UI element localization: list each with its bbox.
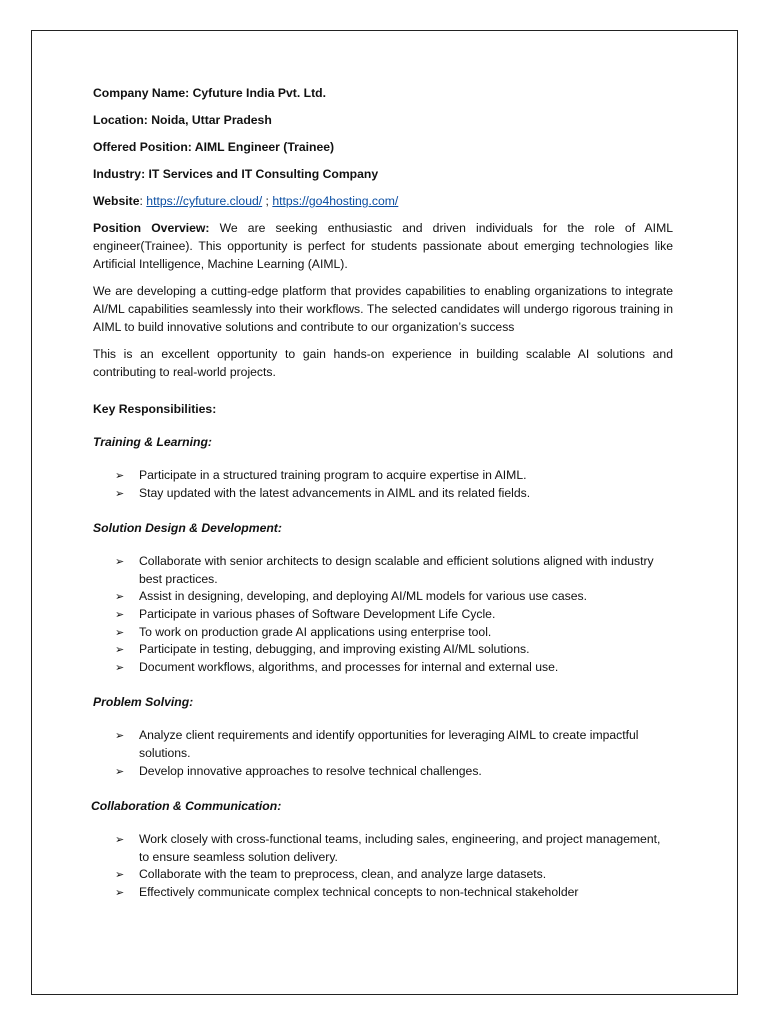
company-name-line	[93, 84, 673, 102]
website-link-cyfuture[interactable]: https://cyfuture.cloud/	[146, 194, 263, 208]
bullet-list	[93, 467, 673, 502]
arrow-bullet-icon: ➢	[115, 885, 125, 899]
list-item-text: Participate in testing, debugging, and improving existing AI/ML solutions.	[139, 642, 530, 657]
arrow-bullet-icon: ➢	[115, 764, 125, 778]
position-overview-paragraph	[93, 219, 673, 273]
bullet-list	[93, 727, 673, 780]
website-link-go4hosting[interactable]: https://go4hosting.com/	[272, 194, 399, 208]
arrow-bullet-icon: ➢	[115, 469, 125, 482]
arrow-bullet-icon: ➢	[115, 555, 125, 569]
platform-paragraph: We are developing a cutting-edge platform that provides capabilities to enabling organizations to integrate AI/ML capabilities seamlessly into their workflows. The selected candidates will undergo rigorous training in AIML to build innovative solutions and contribute to our organization’s success	[93, 284, 673, 334]
key-responsibilities-heading: Key Responsibilities:	[93, 402, 217, 416]
list-item	[93, 831, 673, 866]
position-overview-label: Position Overview:	[93, 221, 210, 235]
list-item-text: To work on production grade AI applications using enterprise tool.	[139, 624, 492, 639]
website-separator: ;	[265, 194, 269, 208]
arrow-bullet-icon: ➢	[115, 486, 125, 500]
section-heading: Problem Solving:	[93, 695, 194, 710]
document-body	[93, 84, 673, 919]
responsibility-sections	[93, 433, 673, 902]
list-item	[93, 485, 673, 503]
arrow-bullet-icon: ➢	[115, 729, 125, 743]
bullet-list	[93, 553, 673, 676]
arrow-bullet-icon: ➢	[115, 868, 125, 882]
bullet-list	[93, 831, 673, 901]
list-item	[93, 641, 673, 659]
list-item	[93, 659, 673, 677]
arrow-bullet-icon: ➢	[115, 833, 125, 847]
list-item	[93, 606, 673, 624]
list-item-text: Collaborate with senior architects to design scalable and efficient solutions aligned with industry best practices.	[139, 554, 654, 586]
industry-value: IT Services and IT Consulting Company	[148, 167, 379, 181]
arrow-bullet-icon: ➢	[115, 660, 125, 674]
location-line	[93, 111, 673, 129]
list-item	[93, 553, 673, 588]
list-item-text: Develop innovative approaches to resolve technical challenges.	[139, 763, 482, 778]
offered-position-label: Offered Position:	[93, 140, 192, 154]
list-item-text: Assist in designing, developing, and deploying AI/ML models for various use cases.	[139, 589, 588, 604]
arrow-bullet-icon: ➢	[115, 590, 125, 604]
arrow-bullet-icon: ➢	[115, 607, 125, 621]
location-value: Noida, Uttar Pradesh	[151, 113, 272, 127]
list-item-text: Collaborate with the team to preprocess, clean, and analyze large datasets.	[139, 867, 547, 882]
list-item	[93, 467, 673, 485]
list-item-text: Participate in various phases of Software Development Life Cycle.	[139, 606, 496, 621]
list-item-text: Work closely with cross-functional teams, including sales, engineering, and project management, to ensure seamless solution delivery.	[139, 832, 661, 864]
section-heading: Collaboration & Communication:	[91, 799, 282, 814]
list-item	[93, 884, 673, 902]
section-heading: Solution Design & Development:	[93, 521, 282, 536]
list-item	[93, 727, 673, 762]
website-label: Website	[93, 194, 140, 208]
location-label: Location:	[93, 113, 148, 127]
list-item	[93, 866, 673, 884]
list-item	[93, 763, 673, 781]
website-colon: :	[139, 194, 143, 208]
list-item-text: Analyze client requirements and identify opportunities for leveraging AIML to create impactful solutions.	[139, 728, 639, 760]
arrow-bullet-icon: ➢	[115, 625, 125, 639]
opportunity-paragraph: This is an excellent opportunity to gain hands-on experience in building scalable AI solutions and contributing to real-world projects.	[93, 347, 673, 379]
offered-position-line	[93, 138, 673, 156]
list-item-text: Effectively communicate complex technical concepts to non-technical stakeholder	[139, 884, 579, 899]
list-item-text: Stay updated with the latest advancements in AIML and its related fields.	[139, 485, 531, 500]
company-name-label: Company Name:	[93, 86, 190, 100]
industry-label: Industry:	[93, 167, 146, 181]
list-item-text: Participate in a structured training program to acquire expertise in AIML.	[139, 468, 527, 482]
arrow-bullet-icon: ➢	[115, 643, 125, 657]
offered-position-value: AIML Engineer (Trainee)	[194, 140, 335, 154]
company-name-value: Cyfuture India Pvt. Ltd.	[192, 86, 326, 100]
list-item-text: Document workflows, algorithms, and processes for internal and external use.	[139, 659, 559, 674]
list-item	[93, 588, 673, 606]
position-overview-text: We are seeking enthusiastic and driven individuals for the role of AIML engineer(Trainee). This opportunity is perfect for students passionate about emerging technologies like Artificial Intelligence, Machine Learning (AIML).	[93, 221, 673, 271]
list-item	[93, 624, 673, 642]
section-heading: Training & Learning:	[93, 435, 212, 449]
industry-line	[93, 165, 673, 183]
website-line	[93, 192, 673, 210]
